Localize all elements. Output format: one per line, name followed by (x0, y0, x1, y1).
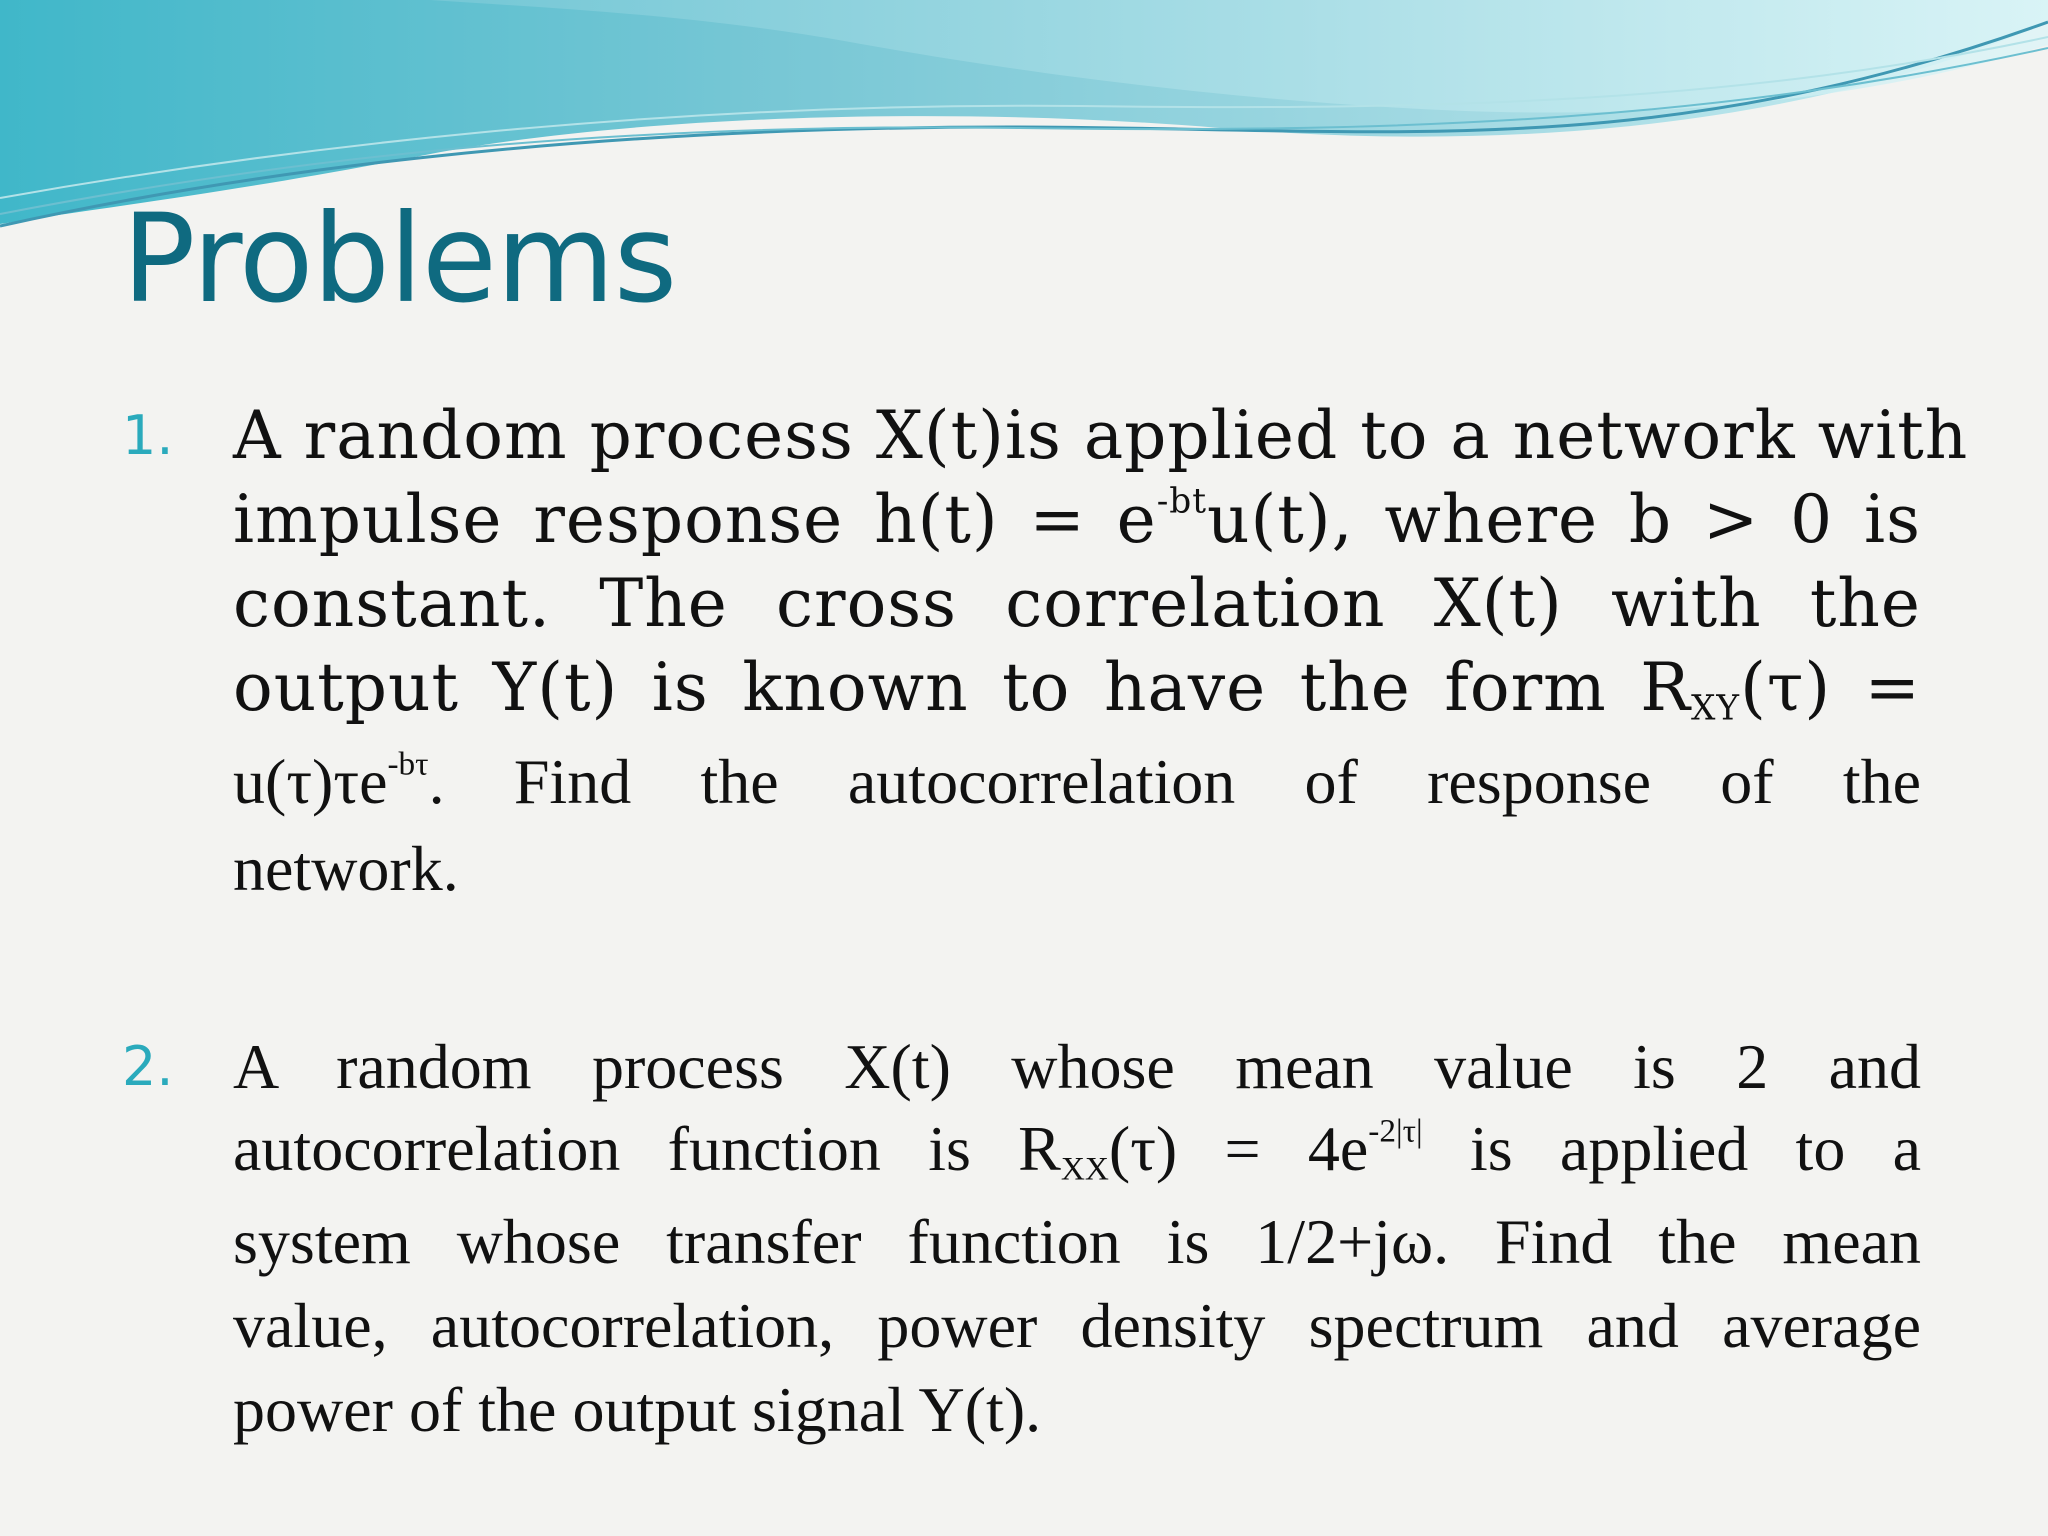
problem-2-text: autocorrelation function is R (233, 1113, 1061, 1184)
problem-1-text: impulse response h(t) = e (233, 481, 1157, 558)
problem-1-text: output Y(t) is known to have the form R (233, 649, 1691, 726)
page-title: Problems (122, 188, 677, 330)
problem-1-line-5 (233, 745, 1921, 817)
problem-1-line-1: A random process X(t)is applied to a network with (233, 397, 1969, 474)
problem-2-line-4: value, autocorrelation, power density spectrum and average (233, 1290, 1921, 1361)
problem-number: 2. (122, 1035, 174, 1098)
problem-2-line-5: power of the output signal Y(t). (233, 1374, 1042, 1445)
problem-2-line-1: A random process X(t) whose mean value is 2 and (233, 1031, 1921, 1102)
problem-1-line-3: constant. The cross correlation X(t) with the (233, 565, 1921, 642)
problem-1-line-2 (233, 481, 1921, 558)
superscript: -bt (1156, 481, 1208, 522)
problem-2-text: is applied to a (1422, 1113, 1922, 1184)
problem-2-text: (τ) = 4e (1108, 1113, 1369, 1184)
superscript: -2|τ| (1368, 1112, 1423, 1150)
problem-1-text: (τ) = (1740, 649, 1921, 726)
problem-number: 1. (122, 404, 174, 467)
subscript: XY (1691, 688, 1741, 729)
problem-2-line-2 (233, 1112, 1922, 1188)
problem-1-text: u(τ)τe (233, 746, 388, 817)
subscript: XX (1060, 1150, 1109, 1188)
problem-1-line-4 (233, 649, 1921, 729)
problem-1-line-6: network. (233, 833, 459, 904)
problem-1-text: . Find the autocorrelation of response of the (428, 746, 1921, 817)
superscript: -bτ (387, 745, 429, 783)
problem-1-text: u(t), where b > 0 is (1207, 481, 1921, 558)
problem-2-line-3: system whose transfer function is 1/2+jω. Find the mean (233, 1206, 1921, 1277)
